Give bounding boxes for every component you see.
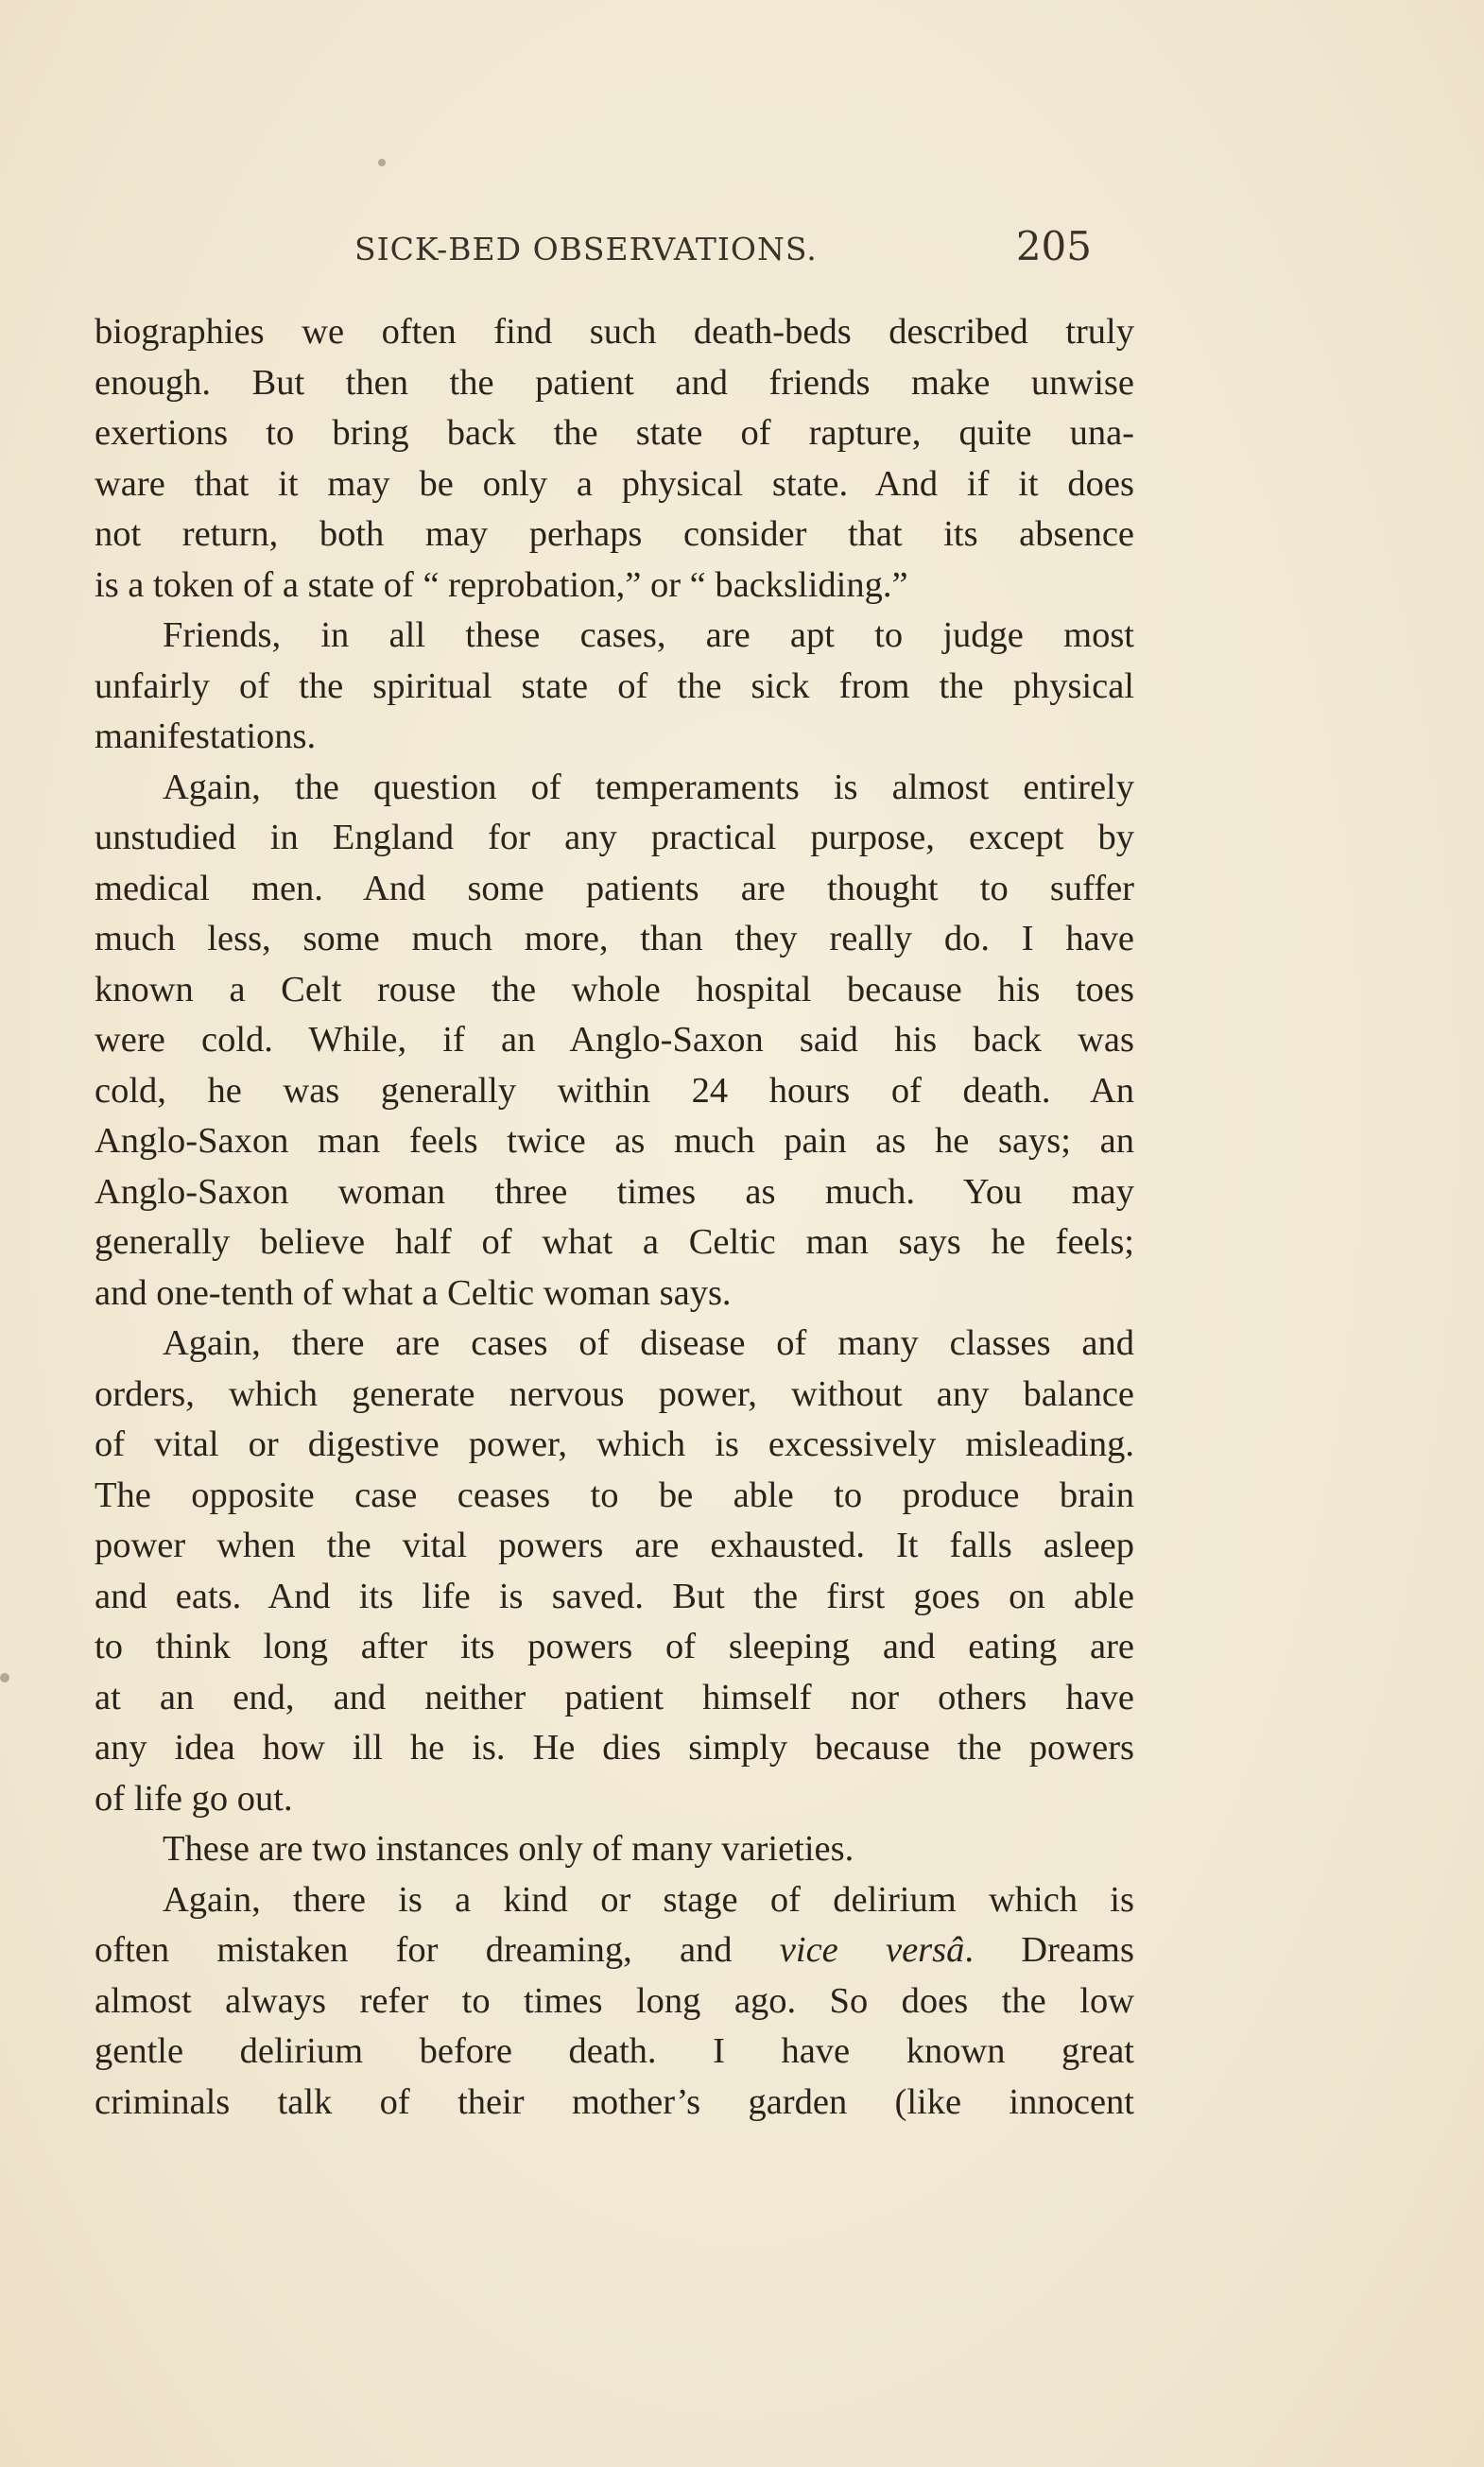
text-line: ware that it may be only a physical state. And if it does [95,463,1134,504]
text-line: exertions to bring back the state of rapture, quite una- [95,413,1134,453]
italic-phrase: vice versâ [779,1930,965,1970]
text-line: and eats. And its life is saved. But the first goes on able [95,1576,1134,1616]
text-line: to think long after its powers of sleeping and eating are [95,1627,1134,1666]
text-line: manifestations. [95,716,317,756]
text-line: generally believe half of what a Celtic man says he feels; [95,1222,1134,1262]
text-line: biographies we often find such death-beds described truly [95,312,1134,352]
ink-speck [378,159,386,166]
text-line: Again, the question of temperaments is almost entirely [163,767,1134,807]
text-line: not return, both may perhaps consider that its absence [95,514,1134,554]
text-line: medical men. And some patients are thought to suffer [95,868,1134,908]
text-line: and one-tenth of what a Celtic woman says. [95,1272,732,1313]
text-line: criminals talk of their mother’s garden (like innocent [95,2081,1134,2122]
page-number: 205 [1015,223,1092,269]
text-line: almost always refer to times long ago. So does the low [95,1980,1134,2021]
text-line: Anglo-Saxon woman three times as much. You may [95,1171,1134,1212]
text-line: cold, he was generally within 24 hours of death. An [95,1070,1134,1111]
text-line: of vital or digestive power, which is excessively misleading. [95,1424,1134,1464]
text-line: enough. But then the patient and friends make unwise [95,362,1134,403]
text-line: often mistaken for dreaming, and vice versâ. Dreams [95,1930,1134,1970]
text-line: power when the vital powers are exhausted. It falls asleep [95,1526,1134,1565]
text-line: The opposite case ceases to be able to produce brain [95,1475,1134,1515]
text-line: of life go out. [95,1778,293,1819]
text-line: much less, some much more, than they really do. I have [95,919,1134,958]
text-line: orders, which generate nervous power, without any balance [95,1373,1134,1414]
text-line: were cold. While, if an Anglo-Saxon said his back was [95,1020,1134,1060]
text-line: unfairly of the spiritual state of the sick from the physical [95,665,1134,706]
text-line: known a Celt rouse the whole hospital because his toes [95,969,1134,1009]
text-line: gentle delirium before death. I have known great [95,2031,1134,2071]
text-line: Anglo-Saxon man feels twice as much pain as he says; an [95,1121,1134,1161]
text-line: any idea how ill he is. He dies simply because the powers [95,1728,1134,1768]
text-line: Again, there are cases of disease of many classes and [163,1323,1134,1363]
ink-speck [0,1673,9,1682]
page-header [354,223,1092,280]
text-line: is a token of a state of “ reprobation,” or “ backsliding.” [95,564,908,605]
text-line: Again, there is a kind or stage of delirium which is [163,1879,1134,1920]
text-line: Friends, in all these cases, are apt to judge most [163,615,1134,655]
text-line: at an end, and neither patient himself nor others have [95,1677,1134,1717]
text-line: These are two instances only of many varieties. [163,1829,854,1869]
running-title: SICK-BED OBSERVATIONS. [354,231,818,267]
body-text [95,307,1134,2128]
text-line: unstudied in England for any practical purpose, except by [95,818,1134,857]
